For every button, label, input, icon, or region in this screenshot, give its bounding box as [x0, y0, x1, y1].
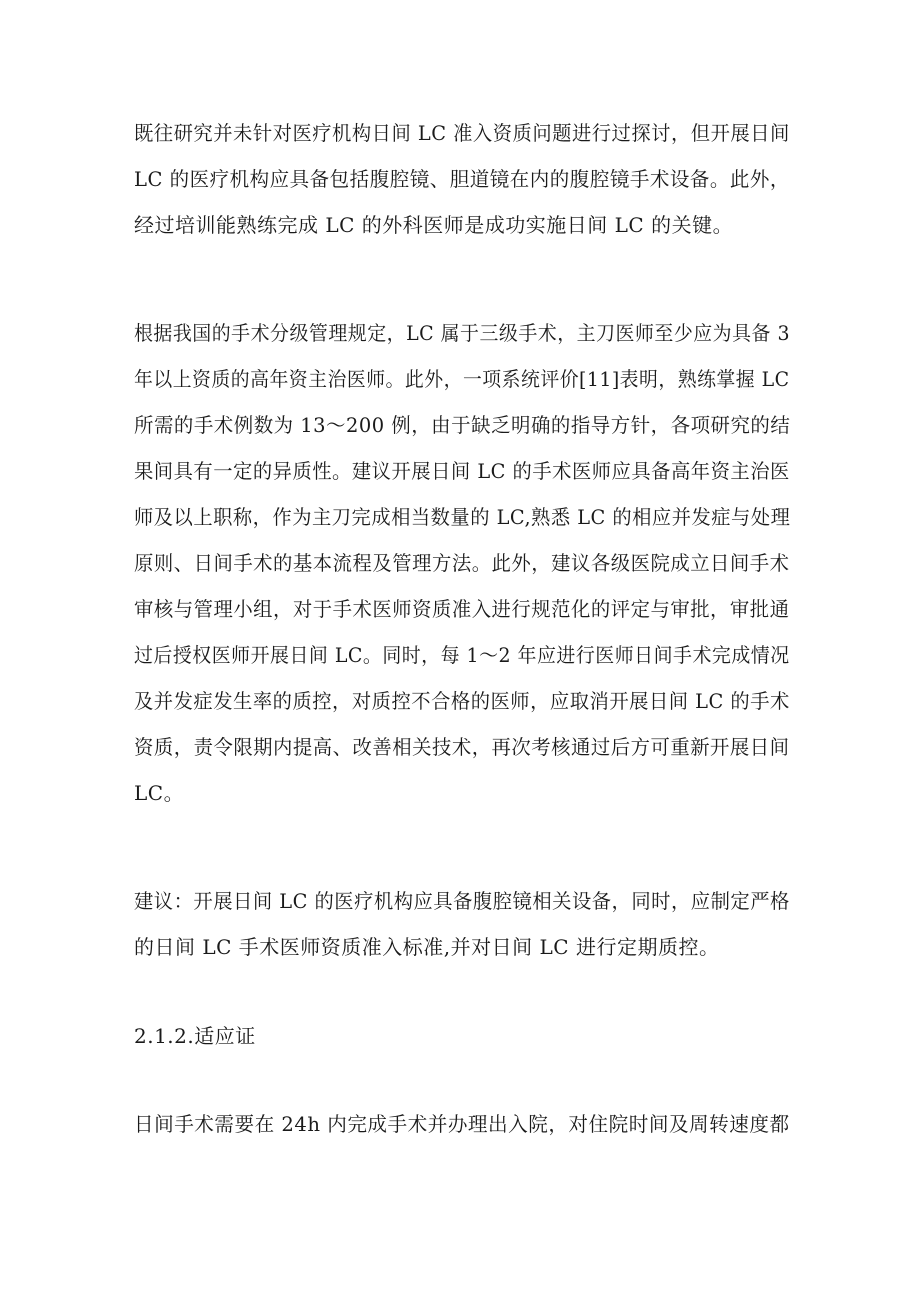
text-line: 审核与管理小组，对于手术医师资质准入进行规范化的评定与审批，审批通 [134, 597, 790, 621]
paragraph-surgeon-qualification [134, 310, 790, 816]
text-line: 所需的手术例数为 13～200 例，由于缺乏明确的指导方针，各项研究的结 [134, 413, 790, 437]
text-line: 及并发症发生率的质控，对质控不合格的医师，应取消开展日间 LC 的手术 [134, 689, 790, 713]
text-line: LC 的医疗机构应具备包括腹腔镜、胆道镜在内的腹腔镜手术设备。此外， [134, 167, 790, 191]
text-line: 原则、日间手术的基本流程及管理方法。此外，建议各级医院成立日间手术 [134, 551, 790, 575]
text-line: 资质，责令限期内提高、改善相关技术，再次考核通过后方可重新开展日间 [134, 735, 790, 759]
text-line: 经过培训能熟练完成 LC 的外科医师是成功实施日间 LC 的关键。 [134, 213, 734, 237]
text-line: 过后授权医师开展日间 LC。同时，每 1～2 年应进行医师日间手术完成情况 [134, 643, 790, 667]
text-line: 根据我国的手术分级管理规定，LC 属于三级手术，主刀医师至少应为具备 3 [134, 321, 790, 345]
paragraph-day-surgery-timing [134, 1101, 790, 1147]
text-line: 既往研究并未针对医疗机构日间 LC 准入资质问题进行过探讨，但开展日间 [134, 121, 790, 145]
section-heading-indications [134, 1013, 790, 1059]
text-line: 年以上资质的高年资主治医师。此外，一项系统评价[11]表明，熟练掌握 LC [134, 367, 790, 391]
paragraph-lc-facility-qualification [134, 110, 790, 248]
text-line: LC。 [134, 781, 185, 805]
paragraph-recommendation [134, 878, 790, 970]
heading-text: 2.1.2.适应证 [134, 1024, 256, 1048]
text-line: 建议：开展日间 LC 的医疗机构应具备腹腔镜相关设备，同时，应制定严格 [134, 889, 790, 913]
text-line: 的日间 LC 手术医师资质准入标准,并对日间 LC 进行定期质控。 [134, 935, 720, 959]
text-line: 日间手术需要在 24h 内完成手术并办理出入院，对住院时间及周转速度都 [134, 1112, 790, 1136]
text-line: 师及以上职称，作为主刀完成相当数量的 LC,熟悉 LC 的相应并发症与处理 [134, 505, 790, 529]
text-line: 果间具有一定的异质性。建议开展日间 LC 的手术医师应具备高年资主治医 [134, 459, 790, 483]
